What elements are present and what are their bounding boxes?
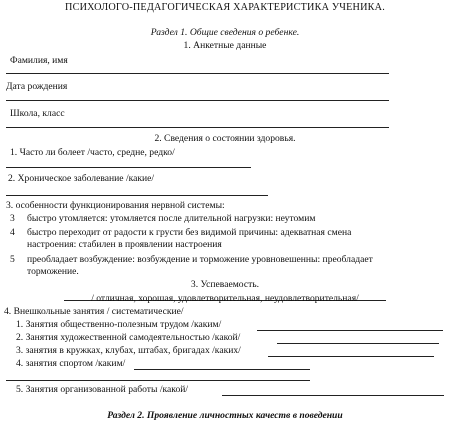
personal-data-heading: 1. Анкетные данные — [183, 40, 267, 51]
nerve-item-3-text: быстро утомляется: утомляется после длительной нагрузки: неутомим — [27, 213, 316, 224]
section1-heading: Раздел 1. Общие сведения о ребенке. — [150, 27, 300, 38]
nerve-item-3-number: 3 — [10, 213, 15, 224]
extracurricular-line-4a — [134, 369, 310, 370]
extracurricular-line-3 — [268, 356, 434, 357]
health-line-2 — [6, 195, 268, 196]
grades-options: / отличная, хорошая, удовлетворительная, неудовлетворительная/ — [91, 293, 359, 304]
extracurricular-line-5 — [222, 395, 444, 396]
extracurricular-line-2 — [277, 343, 439, 344]
nerve-item-4-text-line2: настроения: стабилен в проявлении настроения — [27, 239, 222, 250]
section2-heading: Раздел 2. Проявление личностных качеств в поведении — [107, 410, 343, 421]
nerve-item-4-text-line1: быстро переходит от радости к грусти без видимой причины: адекватная смена — [27, 227, 352, 238]
extracurricular-line-1 — [257, 330, 443, 331]
nerve-item-4-number: 4 — [10, 227, 15, 238]
extracurricular-heading: 4. Внешкольные занятия / систематические/ — [4, 306, 184, 317]
health-line-1 — [6, 167, 251, 168]
birthdate-line — [6, 100, 389, 101]
extracurricular-item-1: 1. Занятия общественно-полезным трудом /каким/ — [16, 319, 222, 330]
extracurricular-item-3: 3. занятия в кружках, клубах, штабах, бригадах /каких/ — [16, 345, 241, 356]
nerve-item-5-text-line1: преобладает возбуждение: возбуждение и торможение уровновешенны: преобладает — [27, 254, 373, 265]
school-label: Школа, класс — [10, 108, 65, 119]
progress-heading: 3. Успеваемость. — [190, 279, 260, 290]
extracurricular-item-2: 2. Занятия художественной самодеятельностью /какой/ — [16, 332, 241, 343]
nerve-item-5-text-line2: торможение. — [27, 266, 79, 277]
school-line — [6, 127, 389, 128]
nerve-item-5-number: 5 — [10, 254, 15, 265]
health-item-1: 1. Часто ли болеет /часто, средне, редко/ — [10, 147, 175, 158]
health-heading: 2. Сведения о состоянии здоровья. — [154, 133, 296, 144]
surname-label: Фамилия, имя — [10, 55, 68, 66]
birthdate-label: Дата рождения — [6, 81, 68, 92]
health-item-3: 3. особенности функционирования нервной системы: — [6, 200, 225, 211]
document-title: ПСИХОЛОГО-ПЕДАГОГИЧЕСКАЯ ХАРАКТЕРИСТИКА УЧЕНИКА. — [65, 2, 385, 13]
surname-line — [6, 73, 389, 74]
extracurricular-item-5: 5. Занятия организованной работы /какой/ — [16, 384, 189, 395]
extracurricular-item-4: 4. занятия спортом /каким/ — [16, 358, 126, 369]
extracurricular-line-4b — [6, 380, 310, 381]
health-item-2: 2. Хроническое заболевание /какие/ — [8, 173, 155, 184]
